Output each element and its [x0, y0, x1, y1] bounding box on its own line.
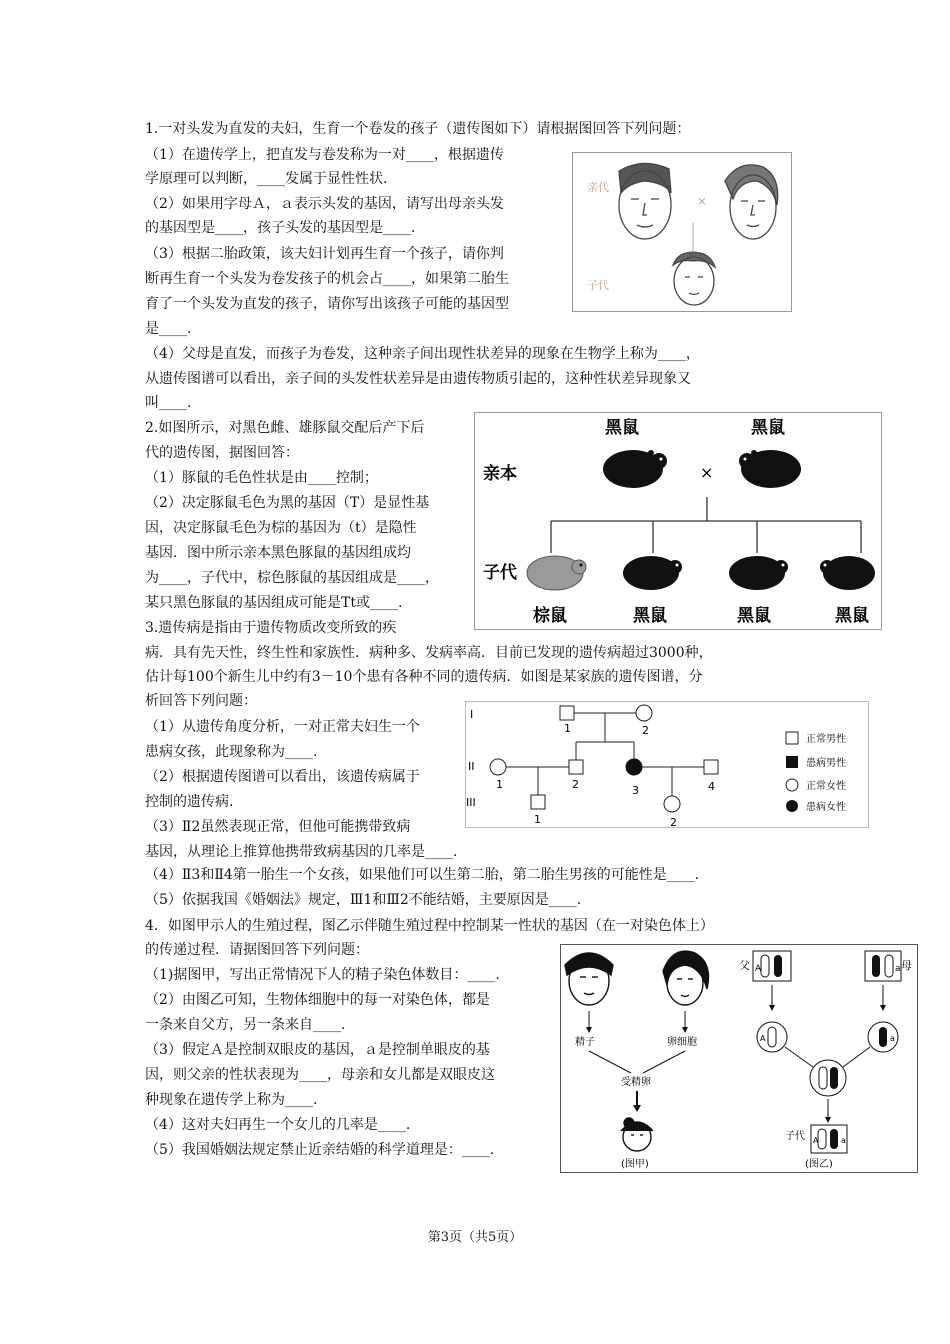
- text-line: 1.一对头发为直发的夫妇，生育一个卷发的孩子（遗传图如下）请根据图回答下列问题：: [145, 121, 691, 137]
- individual-number: 2: [642, 724, 649, 737]
- egg-cell-icon: [868, 1022, 898, 1052]
- text-line: 代的遗传图，据图回答：: [145, 445, 299, 461]
- father-label: 父: [739, 959, 750, 972]
- legend-label: 正常男性: [806, 734, 846, 745]
- gene-label: a: [895, 964, 901, 974]
- normal-female-symbol: [786, 779, 798, 791]
- individual-number: 4: [708, 780, 715, 793]
- normal-female-symbol: [664, 796, 680, 812]
- text-line: 为____，子代中，棕色豚鼠的基因组成是____，: [145, 570, 439, 586]
- black-guinea-pig-icon: [603, 450, 667, 488]
- text-line: 4．如图甲示人的生殖过程，图乙示伴随生殖过程中控制某一性状的基因（在一对染色体上）: [145, 918, 714, 934]
- text-line: 种现象在遗传学上称为____.: [145, 1092, 318, 1108]
- cross-symbol: ×: [700, 463, 714, 482]
- zygote-label: 受精卵: [621, 1077, 651, 1088]
- q2-cross-figure: [474, 412, 882, 630]
- text-line: （2）根据遗传图谱可以看出，该遗传病属于: [145, 769, 420, 785]
- child-face-icon: [673, 253, 715, 305]
- text-line: 从遗传图谱可以看出，亲子间的头发性状差异是由遗传物质引起的，这种性状差异现象又: [145, 371, 691, 387]
- normal-male-symbol: [569, 760, 583, 774]
- black-guinea-pig-icon: [623, 556, 682, 590]
- gene-label: A: [760, 1034, 766, 1043]
- q1-family-figure: [572, 152, 792, 312]
- daughter-face-icon: [621, 1118, 653, 1151]
- text-line: 的传递过程．请据图回答下列问题：: [145, 942, 369, 958]
- text-line: （4）Ⅱ3和Ⅱ4第一胎生一个女孩，如果他们可以生第二胎，第二胎生男孩的可能性是____.: [145, 867, 700, 883]
- sperm-label: 精子: [575, 1037, 595, 1048]
- legend-label: 正常女性: [806, 781, 846, 792]
- generation-label: I: [470, 708, 474, 721]
- pedigree-legend: [786, 732, 846, 813]
- father-face-icon: [565, 953, 613, 1005]
- egg-label: 卵细胞: [667, 1037, 697, 1048]
- q4-reproduction-figure: [560, 944, 918, 1173]
- text-line: （5）依据我国《婚姻法》规定，Ⅲ1和Ⅲ2不能结婚，主要原因是____.: [145, 892, 582, 908]
- zygote-cell-icon: [810, 1060, 846, 1096]
- text-line: 叫____.: [145, 395, 192, 411]
- offspring-label: 黑鼠: [835, 606, 869, 626]
- text-line: 估计每100个新生儿中约有3－10个患有各种不同的遗传病．如图是某家族的遗传图谱，分: [145, 669, 703, 685]
- generation-label: III: [466, 796, 476, 809]
- cross-symbol: ×: [697, 194, 708, 208]
- offspring-cell-icon: [811, 1125, 847, 1153]
- mother-face-icon: [663, 951, 709, 1005]
- text-line: （5）我国婚姻法规定禁止近亲结婚的科学道理是：____.: [145, 1142, 495, 1158]
- text-line: 的基因型是____，孩子头发的基因型是____.: [145, 220, 416, 236]
- offspring-row-label: 子代: [483, 563, 517, 583]
- text-line: 基因，从理论上推算他携带致病基因的几率是____.: [145, 844, 458, 860]
- individual-number: 1: [496, 778, 503, 791]
- mother-label: 母: [901, 959, 912, 972]
- brown-guinea-pig-icon: [527, 556, 586, 590]
- text-line: （2）决定豚鼠毛色为黑的基因（T）是显性基: [145, 495, 430, 511]
- q3-pedigree-figure: [465, 701, 869, 828]
- normal-female-symbol: [636, 705, 652, 721]
- parent-label: 黑鼠: [751, 418, 785, 438]
- text-line: （1)据图甲，写出正常情况下人的精子染色体数目：____.: [145, 967, 500, 983]
- parents-label: 亲代: [587, 181, 609, 194]
- individual-number: 3: [632, 784, 639, 797]
- text-line: 是____.: [145, 321, 192, 337]
- figure-a-caption: (图甲): [621, 1159, 649, 1170]
- normal-male-symbol: [531, 795, 545, 809]
- text-line: 控制的遗传病.: [145, 794, 234, 810]
- children-label: 子代: [587, 279, 609, 292]
- black-guinea-pig-icon: [820, 556, 875, 590]
- individual-number: 2: [670, 816, 677, 827]
- individual-number: 2: [572, 778, 579, 791]
- text-line: 因，则父亲的性状表现为____，母亲和女儿都是双眼皮这: [145, 1067, 495, 1083]
- legend-label: 患病男性: [806, 758, 846, 769]
- gene-label: A: [813, 1136, 819, 1145]
- page-number: 第3页（共5页）: [427, 1230, 523, 1245]
- text-line: 某只黑色豚鼠的基因组成可能是Tt或____.: [145, 595, 403, 611]
- text-line: （2）如果用字母Ａ，ａ表示头发的基因，请写出母亲头发: [145, 196, 504, 212]
- text-line: （4）这对夫妇再生一个女儿的几率是____.: [145, 1117, 411, 1133]
- father-cell-icon: [753, 951, 791, 981]
- black-guinea-pig-icon: [729, 556, 788, 590]
- individual-number: 1: [564, 722, 571, 735]
- text-line: （4）父母是直发，而孩子为卷发，这种亲子间出现性状差异的现象在生物学上称为____，: [145, 346, 700, 362]
- offspring-label: 黑鼠: [737, 606, 771, 626]
- affected-male-symbol: [786, 756, 798, 768]
- text-line: 断再生育一个头发为卷发孩子的机会占____，如果第二胎生: [145, 271, 509, 287]
- offspring-label: 黑鼠: [633, 606, 667, 626]
- text-line: 因，决定豚鼠毛色为棕的基因为（t）是隐性: [145, 520, 417, 536]
- mother-cell-icon: [865, 951, 901, 981]
- gene-label: A: [755, 964, 762, 974]
- text-line: （2）由图乙可知，生物体细胞中的每一对染色体，都是: [145, 992, 490, 1008]
- father-face-icon: [619, 163, 671, 239]
- gene-label: a: [841, 1136, 846, 1145]
- text-line: 2.如图所示，对黑色雌、雄豚鼠交配后产下后: [145, 420, 425, 436]
- text-line: （3）根据二胎政策，该夫妇计划再生育一个孩子，请你判: [145, 246, 504, 262]
- parents-row-label: 亲本: [483, 464, 517, 484]
- text-line: 育了一个头发为直发的孩子，请你写出该孩子可能的基因型: [145, 296, 509, 312]
- text-line: （1）豚鼠的毛色性状是由____控制；: [145, 470, 378, 486]
- text-line: 3.遗传病是指由于遗传物质改变所致的疾: [145, 620, 397, 636]
- individual-number: 1: [534, 813, 541, 826]
- gene-label: a: [890, 1034, 895, 1043]
- text-line: 基因．图中所示亲本黑色豚鼠的基因组成均: [145, 545, 411, 561]
- black-guinea-pig-icon: [739, 450, 801, 488]
- generation-label: II: [468, 760, 475, 773]
- offspring-label: 子代: [785, 1131, 805, 1142]
- text-line: （1）在遗传学上，把直发与卷发称为一对____，根据遗传: [145, 147, 504, 163]
- text-line: （3）假定Ａ是控制双眼皮的基因，ａ是控制单眼皮的基: [145, 1042, 490, 1058]
- affected-female-symbol: [786, 800, 798, 812]
- text-line: （1）从遗传角度分析，一对正常夫妇生一个: [145, 719, 420, 735]
- offspring-label: 棕鼠: [533, 606, 567, 626]
- normal-male-symbol: [704, 760, 718, 774]
- mother-face-icon: [725, 165, 778, 239]
- figure-b-caption: (图乙): [805, 1159, 833, 1170]
- parent-label: 黑鼠: [605, 418, 639, 438]
- text-line: 病．具有先天性，终生性和家族性．病种多、发病率高．目前已发现的遗传病超过3000种，: [145, 645, 713, 661]
- normal-female-symbol: [490, 759, 506, 775]
- legend-label: 患病女性: [806, 802, 846, 813]
- text-line: 学原理可以判断，____发属于显性性状.: [145, 171, 388, 187]
- text-line: 患病女孩，此现象称为____.: [145, 744, 318, 760]
- text-line: 析回答下列问题：: [145, 693, 257, 709]
- sperm-cell-icon: [757, 1022, 787, 1052]
- normal-male-symbol: [786, 732, 798, 744]
- text-line: 一条来自父方，另一条来自____.: [145, 1017, 346, 1033]
- text-line: （3）Ⅱ2虽然表现正常，但他可能携带致病: [145, 819, 411, 835]
- affected-female-symbol: [626, 759, 642, 775]
- normal-male-symbol: [560, 706, 574, 720]
